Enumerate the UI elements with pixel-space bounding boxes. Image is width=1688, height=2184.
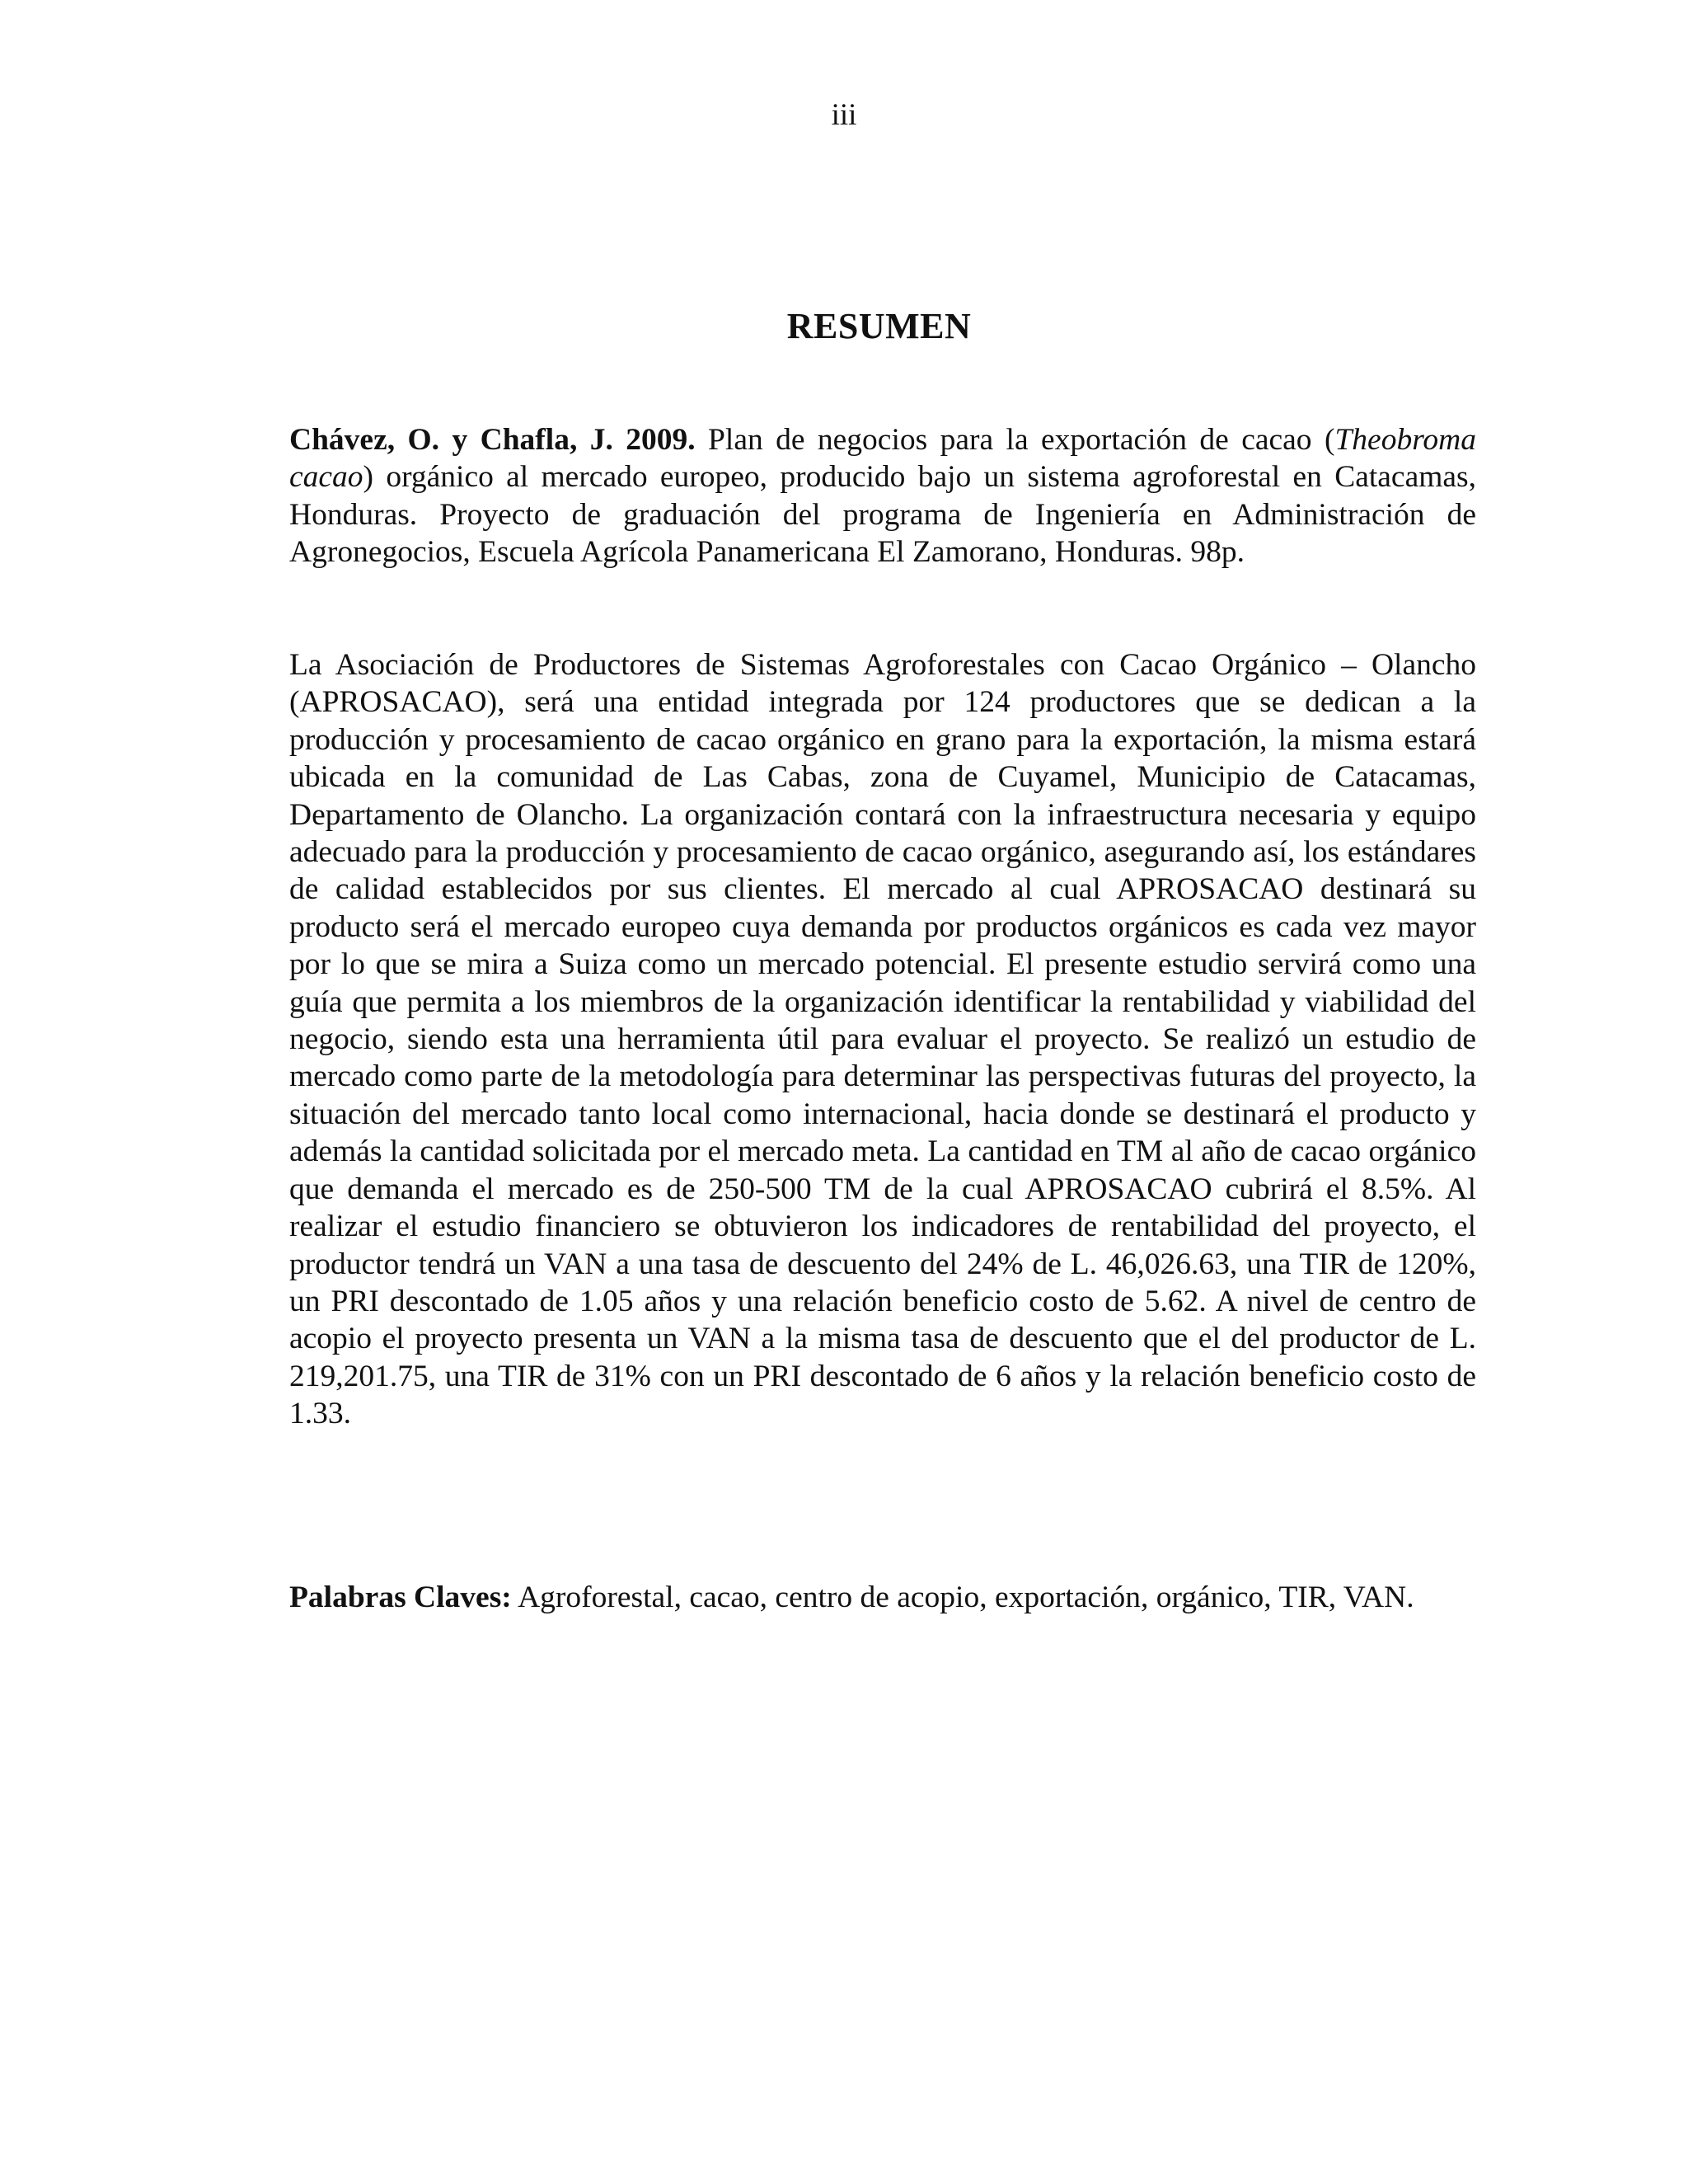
citation-authors-year: Chávez, O. y Chafla, J. 2009.	[289, 423, 696, 457]
citation-species: Theobroma cacao	[289, 423, 1476, 495]
keywords-paragraph	[289, 1579, 1476, 1616]
citation-paragraph	[289, 421, 1476, 571]
keywords-label: Palabras Claves:	[289, 1580, 512, 1614]
page-number: iii	[831, 98, 857, 132]
keywords-text: Agroforestal, cacao, centro de acopio, exportación, orgánico, TIR, VAN.	[511, 1580, 1414, 1614]
citation-text-after-species: ) orgánico al mercado europeo, producido bajo un sistema agroforestal en Catacamas, Honduras. Proyecto de graduación del programa de Ingeniería en Administración de Agronegocios, Escuela Agrícola Panamericana El Zamorano, Honduras. 98p.	[289, 460, 1476, 570]
citation-text-before-species: Plan de negocios para la exportación de cacao (	[695, 423, 1335, 457]
page-title: RESUMEN	[786, 306, 972, 346]
abstract-paragraph: La Asociación de Productores de Sistemas Agroforestales con Cacao Orgánico – Olancho (APROSACAO), será una entidad integrada por 124 productores que se dedican a la producción y procesamiento de cacao orgánico en grano para la exportación, la misma estará ubicada en la comunidad de Las Cabas, zona de Cuyamel, Municipio de Catacamas, Departamento de Olancho. La organización contará con la infraestructura necesaria y equipo adecuado para la producción y procesamiento de cacao orgánico, asegurando así, los estándares de calidad establecidos por sus clientes. El mercado al cual APROSACAO destinará su producto será el mercado europeo cuya demanda por productos orgánicos es cada vez mayor por lo que se mira a Suiza como un mercado potencial. El presente estudio servirá como una guía que permita a los miembros de la organización identificar la rentabilidad y viabilidad del negocio, siendo esta una herramienta útil para evaluar el proyecto. Se realizó un estudio de mercado como parte de la metodología para determinar las perspectivas futuras del proyecto, la situación del mercado tanto local como internacional, hacia donde se destinará el producto y además la cantidad solicitada por el mercado meta. La cantidad en TM al año de cacao orgánico que demanda el mercado es de 250-500 TM de la cual APROSACAO cubrirá el 8.5%. Al realizar el estudio financiero se obtuvieron los indicadores de rentabilidad del proyecto, el productor tendrá un VAN a una tasa de descuento del 24% de L. 46,026.63, una TIR de 120%, un PRI descontado de 1.05 años y una relación beneficio costo de 5.62. A nivel de centro de acopio el proyecto presenta un VAN a la misma tasa de descuento que el del productor de L. 219,201.75, una TIR de 31% con un PRI descontado de 6 años y la relación beneficio costo de 1.33.	[289, 648, 1476, 1431]
